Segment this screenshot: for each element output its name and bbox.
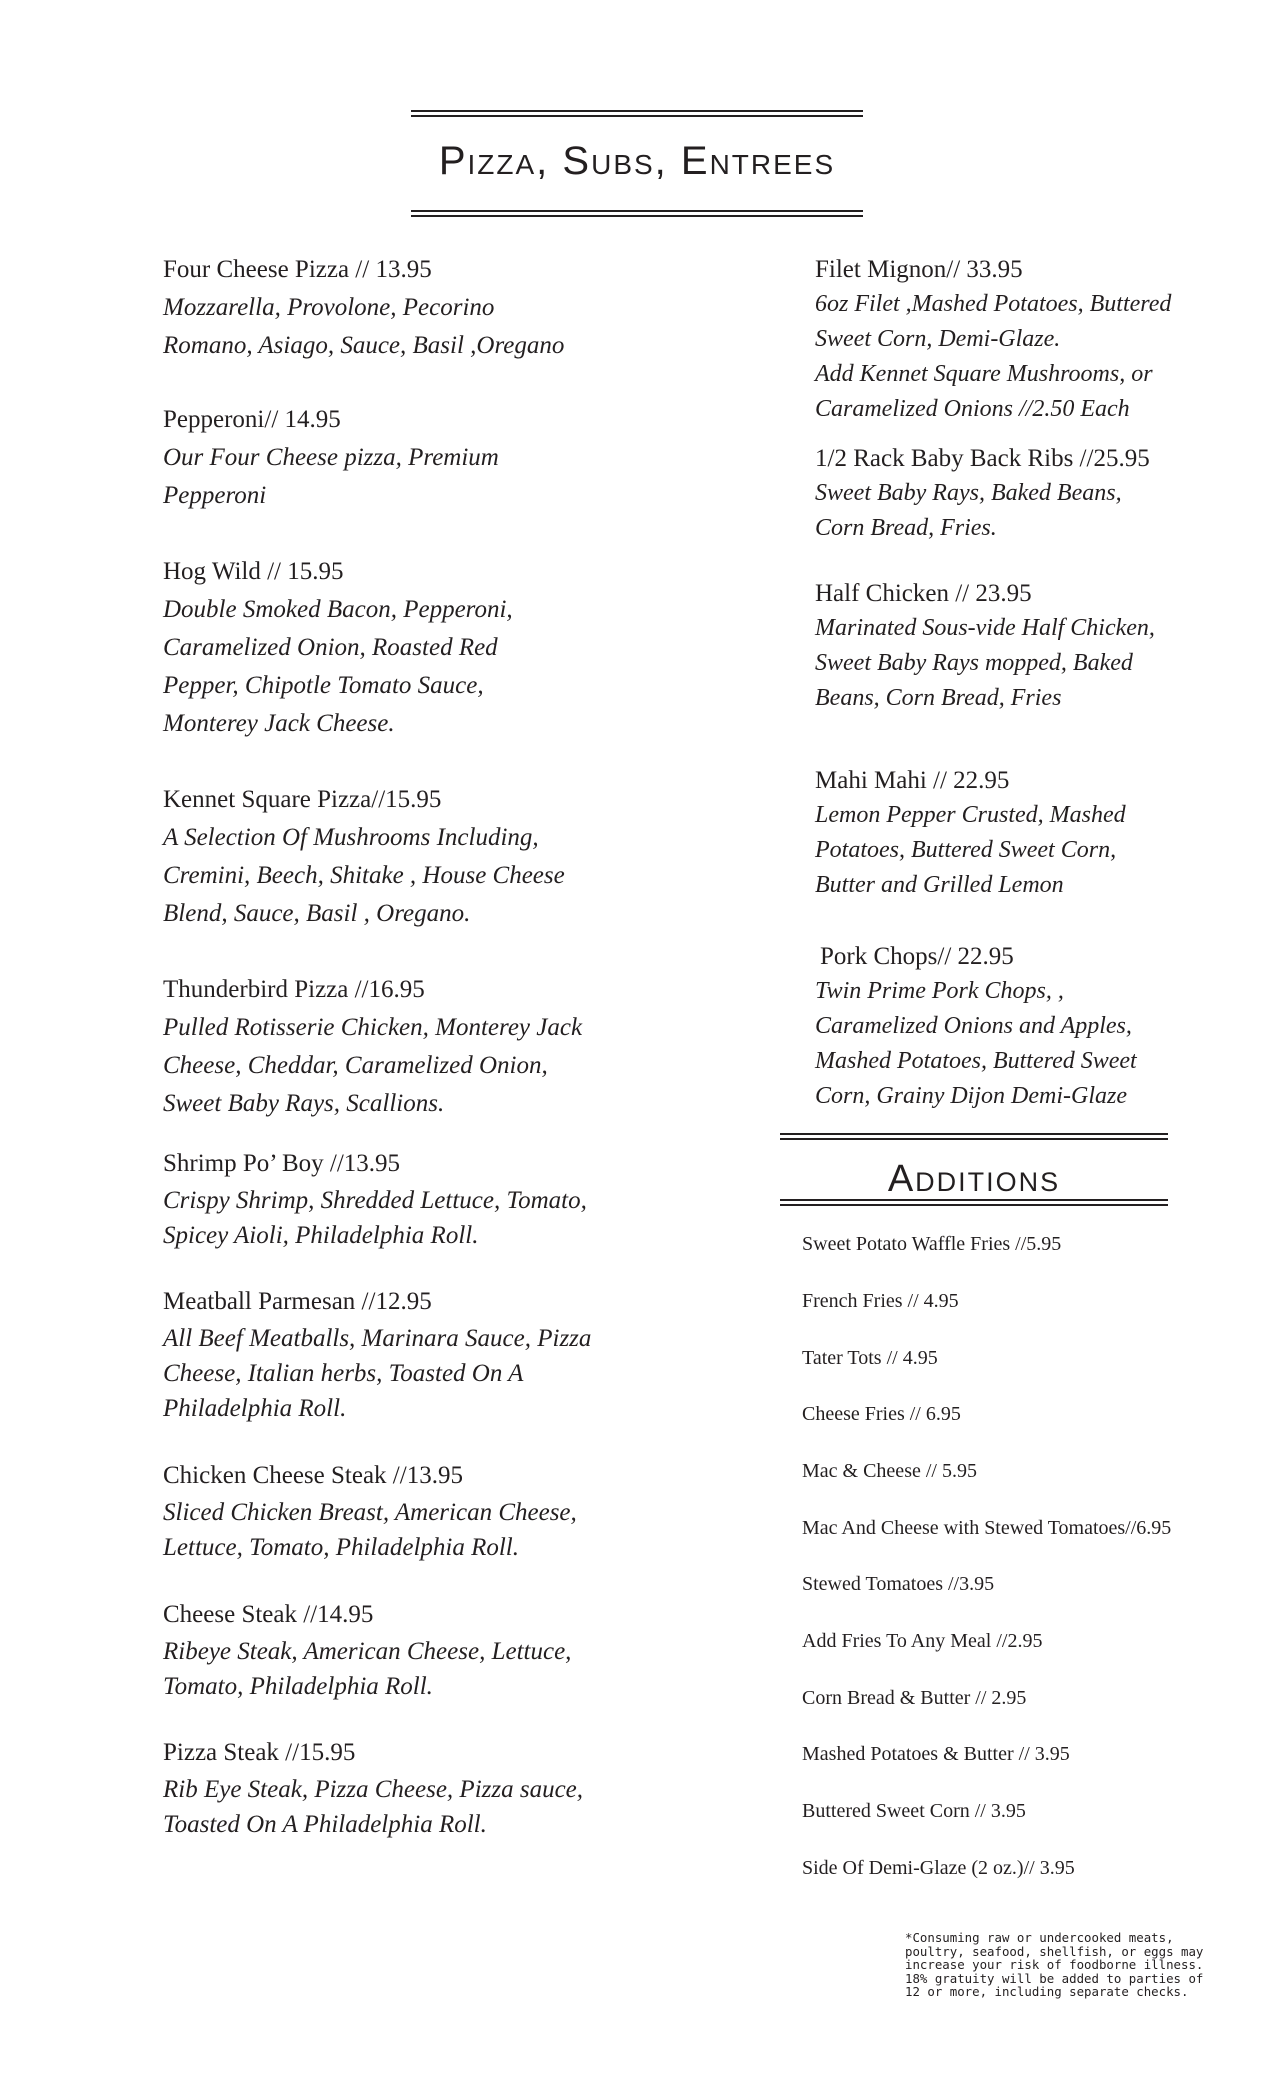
disclaimer-line: 18% gratuity will be added to parties of [905,1970,1204,1986]
addition-item: Sweet Potato Waffle Fries //5.95 [802,1233,1062,1255]
item-name: Half Chicken // 23.95 [815,580,1032,607]
item-desc-line: Corn, Grainy Dijon Demi-Glaze [815,1083,1127,1109]
addition-item: Stewed Tomatoes //3.95 [802,1573,995,1595]
addition-item: Mashed Potatoes & Butter // 3.95 [802,1743,1070,1765]
item-desc-line: Spicey Aioli, Philadelphia Roll. [163,1222,479,1249]
header-top-rule [411,110,863,117]
item-name: Mahi Mahi // 22.95 [815,767,1010,794]
item-name: Four Cheese Pizza // 13.95 [163,256,432,283]
disclaimer-line: 12 or more, including separate checks. [905,1984,1189,2000]
item-desc-line: Potatoes, Buttered Sweet Corn, [815,837,1117,863]
item-desc-line: Caramelized Onions and Apples, [815,1013,1132,1039]
addition-item: Buttered Sweet Corn // 3.95 [802,1800,1026,1822]
item-desc-line: Lemon Pepper Crusted, Mashed [815,802,1126,828]
item-name: Chicken Cheese Steak //13.95 [163,1462,463,1489]
item-name: Thunderbird Pizza //16.95 [163,976,425,1003]
item-desc-line: Pepperoni [163,482,267,509]
item-desc-line: Sweet Baby Rays mopped, Baked [815,650,1133,676]
addition-item: Side Of Demi-Glaze (2 oz.)// 3.95 [802,1857,1075,1879]
item-name: Pork Chops// 22.95 [820,943,1014,970]
disclaimer-line: poultry, seafood, shellfish, or eggs may [905,1943,1204,1959]
item-desc-line: Sliced Chicken Breast, American Cheese, [163,1499,577,1526]
addition-item: French Fries // 4.95 [802,1290,959,1312]
disclaimer-line: increase your risk of foodborne illness. [905,1957,1204,1973]
item-desc-line: Cheese, Cheddar, Caramelized Onion, [163,1052,548,1079]
item-desc-line: Philadelphia Roll. [163,1395,347,1422]
menu-item-filet-mignon [815,256,1171,427]
menu-item-pizza-steak [163,1739,583,1842]
menu-item-four-cheese-pizza [163,256,564,365]
disclaimer-note [905,1931,1235,1999]
item-desc-line: Lettuce, Tomato, Philadelphia Roll. [163,1534,520,1561]
menu-item-kennet-square-pizza [163,786,565,933]
menu-item-cheese-steak [163,1601,571,1704]
item-name: Pizza Steak //15.95 [163,1739,356,1766]
addition-item: Mac & Cheese // 5.95 [802,1460,977,1482]
item-desc-line: Mashed Potatoes, Buttered Sweet [815,1048,1137,1074]
item-name: Hog Wild // 15.95 [163,558,344,585]
item-name: Filet Mignon// 33.95 [815,256,1023,283]
item-desc-line: Toasted On A Philadelphia Roll. [163,1811,487,1838]
item-desc-line: Twin Prime Pork Chops, , [815,978,1064,1004]
item-desc-line: Sweet Baby Rays, Baked Beans, [815,480,1122,506]
item-desc-line: Our Four Cheese pizza, Premium [163,444,499,471]
addition-item: Mac And Cheese with Stewed Tomatoes//6.95 [802,1517,1172,1539]
item-desc-line: Rib Eye Steak, Pizza Cheese, Pizza sauce, [163,1776,584,1803]
item-name: Shrimp Po’ Boy //13.95 [163,1150,401,1177]
item-desc-line: Ribeye Steak, American Cheese, Lettuce, [163,1638,572,1665]
menu-item-shrimp-po-boy [163,1150,587,1253]
page-title: Pizza, Subs, Entrees [438,139,836,183]
item-desc-line: Cremini, Beech, Shitake , House Cheese [163,862,565,889]
addition-item: Tater Tots // 4.95 [802,1347,938,1369]
menu-item-mahi-mahi [815,767,1126,903]
item-desc-line: 6oz Filet ,Mashed Potatoes, Buttered [815,291,1172,317]
item-desc-line: All Beef Meatballs, Marinara Sauce, Pizza [163,1325,592,1352]
item-name: Pepperoni// 14.95 [163,406,341,433]
item-desc-line: Beans, Corn Bread, Fries [815,685,1062,711]
addition-item: Add Fries To Any Meal //2.95 [802,1630,1043,1652]
item-desc-line: Cheese, Italian herbs, Toasted On A [163,1360,524,1387]
menu-item-pork-chops [815,943,1137,1114]
menu-item-chicken-cheese-steak [163,1462,577,1565]
menu-item-pepperoni [163,406,499,515]
additions-title: Additions [887,1158,1061,1200]
item-desc-line: Sweet Corn, Demi-Glaze. [815,326,1061,352]
item-desc-line: Tomato, Philadelphia Roll. [163,1673,433,1700]
item-desc-line: Monterey Jack Cheese. [163,710,395,737]
item-desc-line: Romano, Asiago, Sauce, Basil ,Oregano [163,332,565,359]
item-desc-line: Marinated Sous-vide Half Chicken, [815,615,1155,641]
item-desc-line: Butter and Grilled Lemon [815,872,1064,898]
item-desc-line: A Selection Of Mushrooms Including, [163,824,539,851]
item-desc-line: Double Smoked Bacon, Pepperoni, [163,596,513,623]
addition-item: Corn Bread & Butter // 2.95 [802,1687,1027,1709]
menu-item-half-chicken [815,580,1155,716]
item-name: Kennet Square Pizza//15.95 [163,786,442,813]
item-desc-line: Sweet Baby Rays, Scallions. [163,1090,445,1117]
additions-top-rule [780,1133,1168,1140]
item-name: 1/2 Rack Baby Back Ribs //25.95 [815,445,1150,472]
item-desc-line: Blend, Sauce, Basil , Oregano. [163,900,471,927]
menu-item-meatball-parmesan [163,1288,591,1426]
item-desc-line: Corn Bread, Fries. [815,515,997,541]
header-bottom-rule [411,210,863,217]
item-desc-line: Caramelized Onions //2.50 Each [815,396,1130,422]
item-desc-line: Mozzarella, Provolone, Pecorino [163,294,495,321]
disclaimer-line: *Consuming raw or undercooked meats, [905,1930,1174,1945]
addition-item: Cheese Fries // 6.95 [802,1403,961,1425]
item-name: Cheese Steak //14.95 [163,1601,374,1628]
item-desc-line: Crispy Shrimp, Shredded Lettuce, Tomato, [163,1187,587,1214]
menu-item-hog-wild [163,558,513,743]
menu-item-thunderbird-pizza [163,976,582,1123]
item-desc-line: Pulled Rotisserie Chicken, Monterey Jack [163,1014,583,1041]
additions-bottom-rule [780,1199,1168,1206]
item-desc-line: Caramelized Onion, Roasted Red [163,634,498,661]
menu-item-baby-back-ribs [815,445,1150,546]
item-name: Meatball Parmesan //12.95 [163,1288,432,1315]
item-desc-line: Add Kennet Square Mushrooms, or [815,361,1153,387]
item-desc-line: Pepper, Chipotle Tomato Sauce, [163,672,484,699]
